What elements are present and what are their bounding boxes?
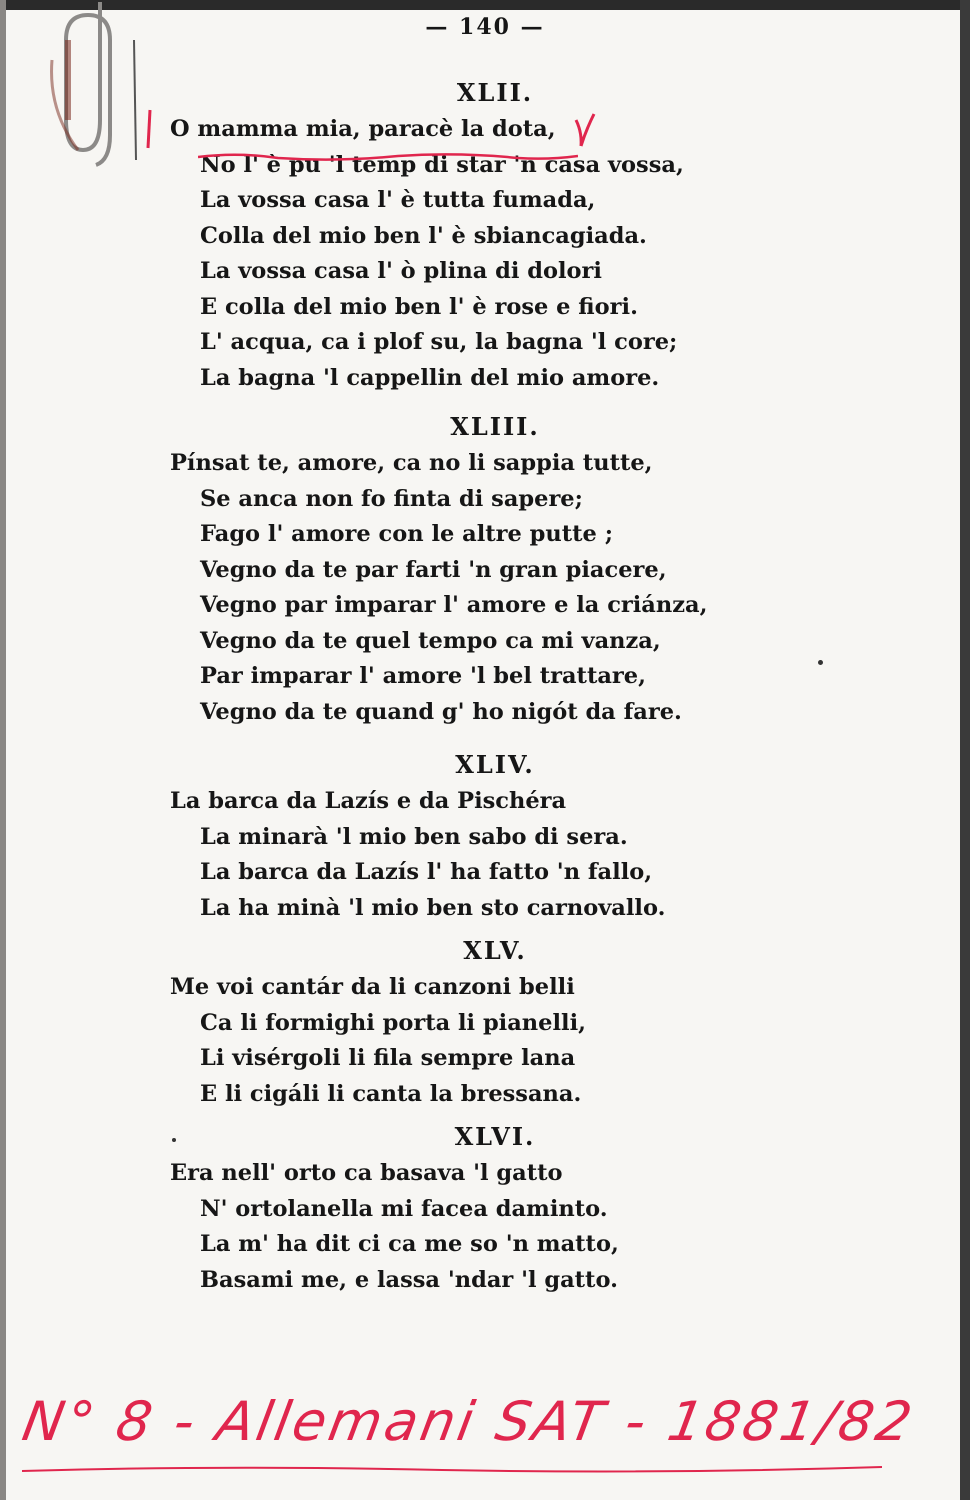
poem-numeral: XLVI. [454, 1122, 536, 1151]
poem-line: La ha minà 'l mio ben sto carnovallo. [200, 894, 666, 921]
poem-line: E colla del mio ben l' è rose e fiori. [200, 293, 638, 320]
poem-numeral: XLIII. [450, 412, 540, 441]
poem-46 [0, 1118, 970, 1298]
poem-43 [0, 408, 970, 730]
poem-line: Vegno par imparar l' amore e la criánza, [200, 592, 708, 618]
red-underline-annotation [198, 150, 578, 164]
poem-numeral: XLV. [463, 936, 527, 965]
poem-line: Ca li formighi porta li pianelli, [200, 1009, 586, 1036]
poem-line: Vegno da te quand g' ho nigót da fare. [200, 698, 682, 725]
poem-line: La vossa casa l' è tutta fumada, [200, 187, 596, 213]
poem-line: La m' ha dit ci ca me so 'n matto, [200, 1231, 619, 1257]
page-number: — 140 — [425, 14, 545, 40]
poem-line: E li cigáli li canta la bressana. [200, 1080, 582, 1107]
stray-dot [172, 1138, 176, 1142]
poem-line: La barca da Lazís e da Pischéra [170, 788, 567, 814]
poem-line: Era nell' orto ca basava 'l gatto [170, 1160, 563, 1186]
poem-numeral: XLII. [456, 78, 534, 107]
red-bracket-mark [142, 108, 156, 150]
poem-line: La bagna 'l cappellin del mio amore. [200, 364, 660, 391]
poem-line: N' ortolanella mi facea daminto. [200, 1195, 608, 1222]
poem-line: Vegno da te quel tempo ca mi vanza, [200, 627, 661, 654]
poem-numeral: XLIV. [455, 750, 535, 779]
poem-line: Colla del mio ben l' è sbiancagiada. [200, 222, 647, 249]
poem-45 [0, 932, 970, 1112]
poem-line: Pínsat te, amore, ca no li sappia tutte, [170, 450, 653, 476]
poem-line: Fago l' amore con le altre putte ; [200, 521, 614, 547]
poem-line: La minarà 'l mio ben sabo di sera. [200, 823, 628, 850]
poem-line: L' acqua, ca i plof su, la bagna 'l core; [200, 329, 678, 355]
poem-line: Li visérgoli li fila sempre lana [200, 1045, 576, 1071]
scan-edge-top [0, 0, 970, 10]
poem-line: Se anca non fo finta di sapere; [200, 485, 583, 512]
poem-line: Par imparar l' amore 'l bel trattare, [200, 663, 646, 689]
poem-line: Me voi cantár da li canzoni belli [170, 974, 575, 1000]
poem-line: Vegno da te par farti 'n gran piacere, [200, 556, 667, 583]
poem-line: O mamma mia, paracè la dota, [170, 116, 556, 142]
handwritten-archive-note: N° 8 - Allemani SAT - 1881/82 [17, 1390, 920, 1453]
stray-dot [818, 660, 823, 665]
poem-line: Basami me, e lassa 'ndar 'l gatto. [200, 1266, 618, 1293]
poem-44 [0, 746, 970, 926]
poem-line: No l' è pu 'l temp di star 'n casa vossa, [200, 151, 684, 178]
red-check-mark [572, 108, 596, 150]
poem-line: La vossa casa l' ò plina di dolori [200, 258, 602, 284]
poem-line: La barca da Lazís l' ha fatto 'n fallo, [200, 859, 653, 885]
handwritten-underline [22, 1462, 882, 1476]
